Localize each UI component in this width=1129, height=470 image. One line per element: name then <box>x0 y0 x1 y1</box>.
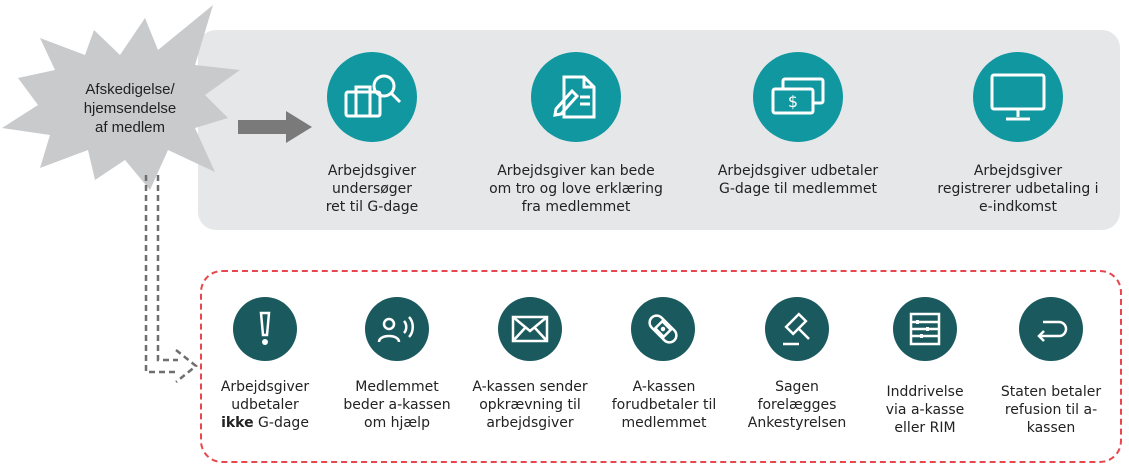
step-state-refund <box>1019 297 1083 361</box>
bold-after-text: G-dage <box>253 415 309 431</box>
bottom-step-4-line-3: medlemmet <box>621 415 707 431</box>
top-step-4-label <box>920 162 1116 216</box>
return-arrow-icon <box>1031 314 1071 344</box>
bold-not-text: ikke <box>221 415 254 431</box>
bottom-step-7-line-1: Staten betaler <box>1000 384 1102 400</box>
top-step-1-line-2: undersøger <box>331 181 413 197</box>
step-akasse-prepays <box>631 297 695 361</box>
bottom-step-3-line-2: opkrævning til <box>479 397 581 413</box>
top-step-2-line-2: om tro og love erklæring <box>489 181 663 197</box>
trigger-line-1: Afskedigelse/ <box>85 81 175 98</box>
bottom-step-1-line-3 <box>205 414 325 432</box>
dashed-arrow <box>146 175 196 382</box>
bottom-step-3-line-3: arbejdsgiver <box>486 415 574 431</box>
bottom-step-4-line-2: forudbetaler til <box>611 397 717 413</box>
trigger-line-3: af medlem <box>94 119 166 136</box>
bottom-step-5-line-3: Ankestyrelsen <box>747 415 847 431</box>
trigger-line-2: hjemsendelse <box>83 100 177 117</box>
top-step-4-line-2: registrerer udbetaling i <box>937 181 1099 197</box>
abacus-icon <box>906 310 944 348</box>
exclamation-icon <box>255 309 275 349</box>
top-step-2-line-1: Arbejdsgiver kan bede <box>497 163 655 179</box>
monitor-icon <box>988 69 1048 125</box>
bottom-step-6-line-1: Inddrivelse <box>886 384 964 400</box>
step-employer-pays <box>753 52 843 142</box>
bottom-step-5-line-2: forelægges <box>757 397 837 413</box>
top-step-3-line-1: Arbejdsgiver udbetaler <box>717 163 879 179</box>
top-step-3-label <box>700 162 896 198</box>
money-bills-icon <box>769 75 827 119</box>
step-no-payment <box>233 297 297 361</box>
bottom-step-2-line-2: beder a-kassen <box>343 397 451 413</box>
bottom-step-4-label <box>596 378 732 432</box>
top-step-4-line-1: Arbejdsgiver <box>973 163 1063 179</box>
svg-text:$: $ <box>787 92 799 111</box>
step-member-asks <box>365 297 429 361</box>
top-step-1-line-1: Arbejdsgiver <box>327 163 417 179</box>
bottom-step-5-label <box>730 378 864 432</box>
gavel-icon <box>777 309 817 349</box>
step-akasse-sends-claim <box>498 297 562 361</box>
step-employer-registers <box>973 52 1063 142</box>
bottom-step-1-line-2: udbetaler <box>231 397 299 413</box>
top-step-2-line-3: fra medlemmet <box>521 199 631 215</box>
top-step-4-line-3: e-indkomst <box>979 199 1057 215</box>
step-employer-investigates <box>327 52 417 142</box>
bottom-step-7-line-3: kassen <box>1026 420 1076 436</box>
top-step-1-line-3: ret til G-dage <box>325 199 419 215</box>
step-collection <box>893 297 957 361</box>
bottom-step-7-label <box>985 383 1117 437</box>
bottom-step-6-label <box>862 383 988 437</box>
bottom-step-4-line-1: A-kassen <box>632 379 696 395</box>
bottom-step-2-line-1: Medlemmet <box>355 379 439 395</box>
trigger-label <box>60 80 200 137</box>
bottom-step-3-label <box>455 378 605 432</box>
envelope-icon <box>510 314 550 344</box>
bottom-step-6-line-3: eller RIM <box>894 420 956 436</box>
top-step-2-label <box>468 162 684 216</box>
step-case-to-ankestyrelsen <box>765 297 829 361</box>
document-sign-icon <box>548 69 604 125</box>
bandage-icon <box>643 309 683 349</box>
top-step-3-line-2: G-dage til medlemmet <box>718 181 878 197</box>
bottom-step-5-line-1: Sagen <box>775 379 819 395</box>
bottom-step-7-line-2: refusion til a- <box>1004 402 1098 418</box>
bottom-step-2-label <box>322 378 472 432</box>
bottom-step-6-line-2: via a-kasse <box>885 402 965 418</box>
step-declaration-request <box>531 52 621 142</box>
bottom-step-1-line-1: Arbejdsgiver <box>220 379 310 395</box>
bottom-step-1-label <box>205 378 325 432</box>
person-speaking-icon <box>375 312 419 346</box>
bottom-step-3-line-1: A-kassen sender <box>472 379 588 395</box>
bottom-step-2-line-3: om hjælp <box>364 415 430 431</box>
top-step-1-label <box>307 162 437 216</box>
briefcase-search-icon <box>340 70 404 124</box>
